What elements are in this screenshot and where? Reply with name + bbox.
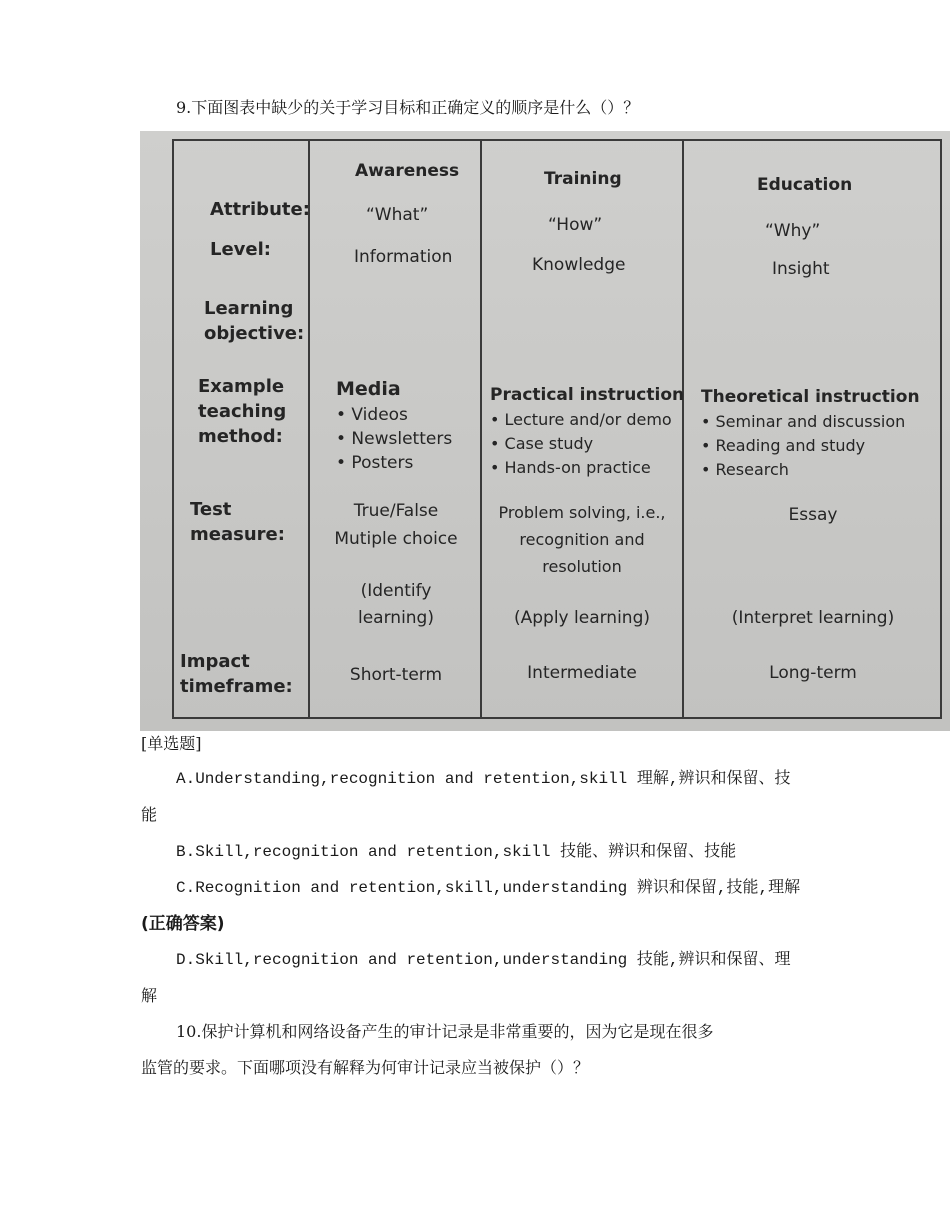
- method-education-list: [701, 410, 941, 482]
- list-item: • Posters: [336, 453, 414, 473]
- option-a-line-1: A.Understanding,recognition and retention,skill 理解,辨识和保留、技: [176, 770, 791, 788]
- level-training: Knowledge: [532, 255, 626, 275]
- row-label-learning-objective: Learning objective:: [204, 298, 305, 344]
- test-awareness-4: learning): [358, 608, 434, 628]
- list-item: • Seminar and discussion: [701, 412, 906, 431]
- attribute-education: “Why”: [765, 221, 821, 241]
- question-10-line-1: 10.保护计算机和网络设备产生的审计记录是非常重要的，因为它是现在很多: [176, 1022, 714, 1041]
- list-item: • Hands-on practice: [490, 458, 651, 477]
- method-awareness-title: Media: [336, 378, 401, 400]
- column-divider-3: [682, 139, 684, 719]
- column-divider-2: [480, 139, 482, 719]
- question-9-title: 9.下面图表中缺少的关于学习目标和正确定义的顺序是什么（）？: [176, 98, 640, 117]
- table-photo: [140, 131, 950, 731]
- test-training-1: Problem solving, i.e.,: [498, 503, 666, 522]
- impact-awareness: Short-term: [349, 665, 443, 685]
- test-awareness-1: True/False: [353, 501, 439, 521]
- impact-training: Intermediate: [527, 663, 637, 683]
- test-training-2: recognition and: [519, 530, 645, 549]
- test-education-1: Essay: [788, 505, 838, 525]
- test-education-2: (Interpret learning): [731, 608, 895, 628]
- correct-answer-label: (正确答案): [141, 914, 225, 934]
- level-education: Insight: [772, 259, 830, 279]
- row-label-teaching-method: Example teaching method:: [198, 376, 287, 447]
- option-b: B.Skill,recognition and retention,skill 技能、辨识和保留、技能: [176, 843, 737, 861]
- row-label-attribute: Attribute:: [210, 199, 310, 220]
- header-education: Education: [757, 175, 853, 195]
- level-awareness: Information: [354, 247, 453, 267]
- impact-education: Long-term: [769, 663, 857, 683]
- list-item: • Newsletters: [336, 429, 453, 449]
- test-training-4: (Apply learning): [513, 608, 651, 628]
- row-label-level: Level:: [210, 239, 271, 260]
- method-training-list: [490, 408, 680, 480]
- list-item: • Videos: [336, 405, 408, 425]
- option-d-line-1: D.Skill,recognition and retention,understanding 技能,辨识和保留、理: [176, 951, 791, 969]
- list-item: • Reading and study: [701, 436, 866, 455]
- question-type-label: [单选题]: [141, 734, 202, 753]
- attribute-awareness: “What”: [366, 205, 429, 225]
- test-awareness-2: Mutiple choice: [334, 529, 458, 549]
- list-item: • Lecture and/or demo: [490, 410, 672, 429]
- question-10-line-2: 监管的要求。下面哪项没有解释为何审计记录应当被保护（）？: [141, 1058, 590, 1077]
- column-divider-1: [308, 139, 310, 719]
- test-training-3: resolution: [542, 557, 622, 576]
- method-awareness-list: [336, 403, 476, 475]
- row-label-impact-timeframe: Impact timeframe:: [180, 651, 293, 697]
- option-c: C.Recognition and retention,skill,understanding 辨识和保留,技能,理解: [176, 879, 801, 897]
- method-training-title: Practical instruction: [490, 385, 685, 405]
- method-education-title: Theoretical instruction: [701, 387, 920, 407]
- header-awareness: Awareness: [355, 161, 460, 181]
- option-d-line-2: 解: [141, 986, 158, 1005]
- header-training: Training: [544, 169, 622, 189]
- list-item: • Research: [701, 460, 789, 479]
- row-label-test-measure: Test measure:: [190, 499, 285, 545]
- test-awareness-3: (Identify: [360, 581, 432, 601]
- attribute-training: “How”: [548, 215, 603, 235]
- list-item: • Case study: [490, 434, 594, 453]
- option-a-line-2: 能: [141, 805, 158, 824]
